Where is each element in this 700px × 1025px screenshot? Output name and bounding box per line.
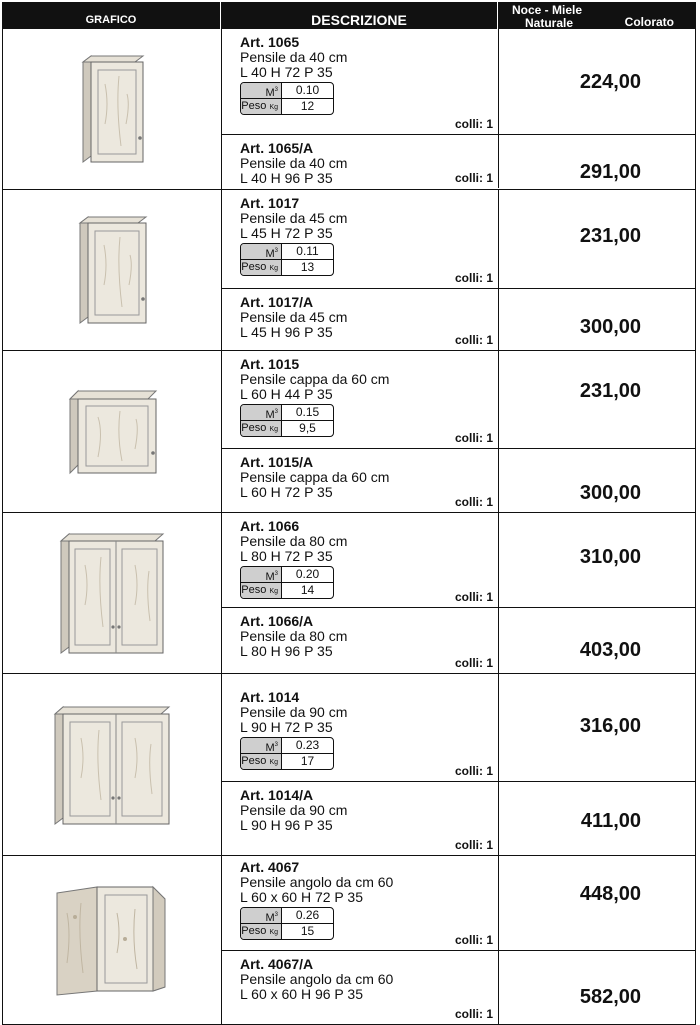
product-group [2,190,696,351]
article-dimensions: L 60 H 72 P 35 [240,484,333,500]
article-dimensions: L 45 H 96 P 35 [240,324,333,340]
price: 316,00 [579,715,641,737]
product-row [222,351,695,448]
product-row [222,448,695,512]
weight-label: Peso [241,261,267,273]
product-group [2,351,696,513]
volume-label: M [265,248,275,260]
article-dimensions: L 40 H 72 P 35 [240,64,333,80]
volume-exp: 3 [274,912,278,918]
colli-count: colli: 1 [454,933,493,947]
product-row [222,856,695,950]
corner-wall-cabinet-image [55,883,169,997]
product-row [222,607,695,673]
colli-count: colli: 1 [454,656,493,670]
price: 403,00 [579,639,641,661]
product-row [222,190,695,288]
spec-box [240,737,334,770]
product-row [222,29,695,134]
weight-label: Peso [241,100,267,112]
article-name: Pensile da 90 cm [240,802,348,818]
product-row [222,513,695,607]
weight-label: Peso [241,584,267,596]
colli-count: colli: 1 [454,271,493,285]
volume-label: M [265,87,275,99]
header-descrizione: DESCRIZIONE [221,2,498,29]
product-group [2,513,696,674]
product-row [222,781,695,855]
article-dimensions: L 80 H 96 P 35 [240,643,333,659]
weight-unit: Kg [269,104,278,111]
header-grafico: GRAFICO [2,2,221,29]
single-door-wall-cabinet-image [77,54,147,164]
table-header [2,2,696,29]
article-name: Pensile da 40 cm [240,155,348,171]
price: 231,00 [579,225,641,247]
weight-unit: Kg [269,265,278,272]
spec-box [240,243,334,276]
article-code: Art. 1017 [240,195,300,211]
product-image-cell [3,856,222,1024]
product-row [222,674,695,781]
volume-label: M [265,571,275,583]
article-dimensions: L 60 x 60 H 72 P 35 [240,889,363,905]
price: 411,00 [580,810,641,832]
article-code: Art. 1014 [240,689,300,705]
volume-value: 0.26 [295,908,320,922]
colli-count: colli: 1 [454,1007,493,1021]
article-code: Art. 1015/A [240,454,314,470]
spec-box [240,907,334,940]
price: 231,00 [579,380,641,402]
price: 291,00 [579,161,641,183]
header-price [498,2,696,29]
colli-count: colli: 1 [454,117,493,131]
price: 300,00 [579,316,641,338]
price: 224,00 [579,71,641,93]
article-dimensions: L 60 H 44 P 35 [240,386,333,402]
weight-value: 12 [300,99,315,113]
article-dimensions: L 90 H 72 P 35 [240,719,333,735]
colli-count: colli: 1 [454,838,493,852]
header-price-finish-2: Naturale [525,16,574,30]
article-dimensions: L 40 H 96 P 35 [240,170,333,186]
weight-value: 9,5 [299,421,316,435]
spec-box [240,82,334,115]
article-code: Art. 4067/A [240,956,314,972]
volume-exp: 3 [274,87,278,93]
weight-value: 14 [300,583,315,597]
article-dimensions: L 45 H 72 P 35 [240,225,333,241]
spec-box [240,566,334,599]
weight-value: 15 [300,924,315,938]
article-name: Pensile da 90 cm [240,704,348,720]
weight-unit: Kg [269,929,278,936]
article-code: Art. 4067 [240,859,300,875]
product-group [2,29,696,190]
article-name: Pensile da 40 cm [240,49,348,65]
weight-label: Peso [241,925,267,937]
volume-exp: 3 [274,409,278,415]
article-name: Pensile angolo da cm 60 [240,971,394,987]
price: 448,00 [579,883,641,905]
volume-exp: 3 [274,742,278,748]
weight-label: Peso [241,755,267,767]
colli-count: colli: 1 [454,764,493,778]
article-code: Art. 1065/A [240,140,314,156]
colli-count: colli: 1 [454,590,493,604]
product-group [2,674,696,856]
product-image-cell [3,513,222,673]
article-name: Pensile da 80 cm [240,533,348,549]
header-price-finish-3: Colorato [624,15,674,29]
product-image-cell [3,190,222,350]
double-door-wall-cabinet-image [57,531,167,655]
article-name: Pensile da 80 cm [240,628,348,644]
volume-value: 0.11 [296,244,319,258]
weight-unit: Kg [269,426,278,433]
weight-value: 17 [300,754,315,768]
spec-box [240,404,334,437]
article-code: Art. 1066/A [240,613,314,629]
weight-label: Peso [241,422,267,434]
volume-value: 0.20 [295,567,320,581]
article-name: Pensile da 45 cm [240,210,348,226]
colli-count: colli: 1 [454,495,493,509]
hood-wall-cabinet-image [64,387,160,477]
double-door-wall-cabinet-image [51,704,173,826]
article-name: Pensile angolo da cm 60 [240,874,394,890]
article-code: Art. 1014/A [240,787,314,803]
price-list-table [2,2,696,1025]
colli-count: colli: 1 [454,171,493,185]
weight-unit: Kg [269,759,278,766]
product-row [222,950,695,1024]
weight-unit: Kg [269,588,278,595]
volume-value: 0.10 [295,83,320,97]
article-name: Pensile cappa da 60 cm [240,469,390,485]
article-dimensions: L 90 H 96 P 35 [240,817,333,833]
price: 300,00 [579,482,641,504]
article-name: Pensile da 45 cm [240,309,348,325]
volume-value: 0.23 [295,738,320,752]
colli-count: colli: 1 [454,431,493,445]
volume-label: M [265,742,275,754]
price: 310,00 [579,546,641,568]
article-dimensions: L 60 x 60 H 96 P 35 [240,986,363,1002]
product-row [222,134,695,188]
product-image-cell [3,29,222,189]
product-image-cell [3,351,222,512]
colli-count: colli: 1 [454,333,493,347]
article-dimensions: L 80 H 72 P 35 [240,548,333,564]
header-price-finish-1: Noce - Miele [512,3,583,17]
article-code: Art. 1017/A [240,294,314,310]
product-row [222,288,695,350]
volume-label: M [265,912,275,924]
product-image-cell [3,674,222,855]
price: 582,00 [579,986,641,1008]
volume-label: M [265,409,275,421]
volume-value: 0.15 [295,405,320,419]
article-code: Art. 1065 [240,34,300,50]
single-door-wall-cabinet-image [74,215,150,325]
volume-exp: 3 [274,248,278,254]
weight-value: 13 [300,260,315,274]
article-code: Art. 1066 [240,518,300,534]
volume-exp: 3 [274,571,278,577]
article-code: Art. 1015 [240,356,300,372]
product-group [2,856,696,1025]
article-name: Pensile cappa da 60 cm [240,371,390,387]
